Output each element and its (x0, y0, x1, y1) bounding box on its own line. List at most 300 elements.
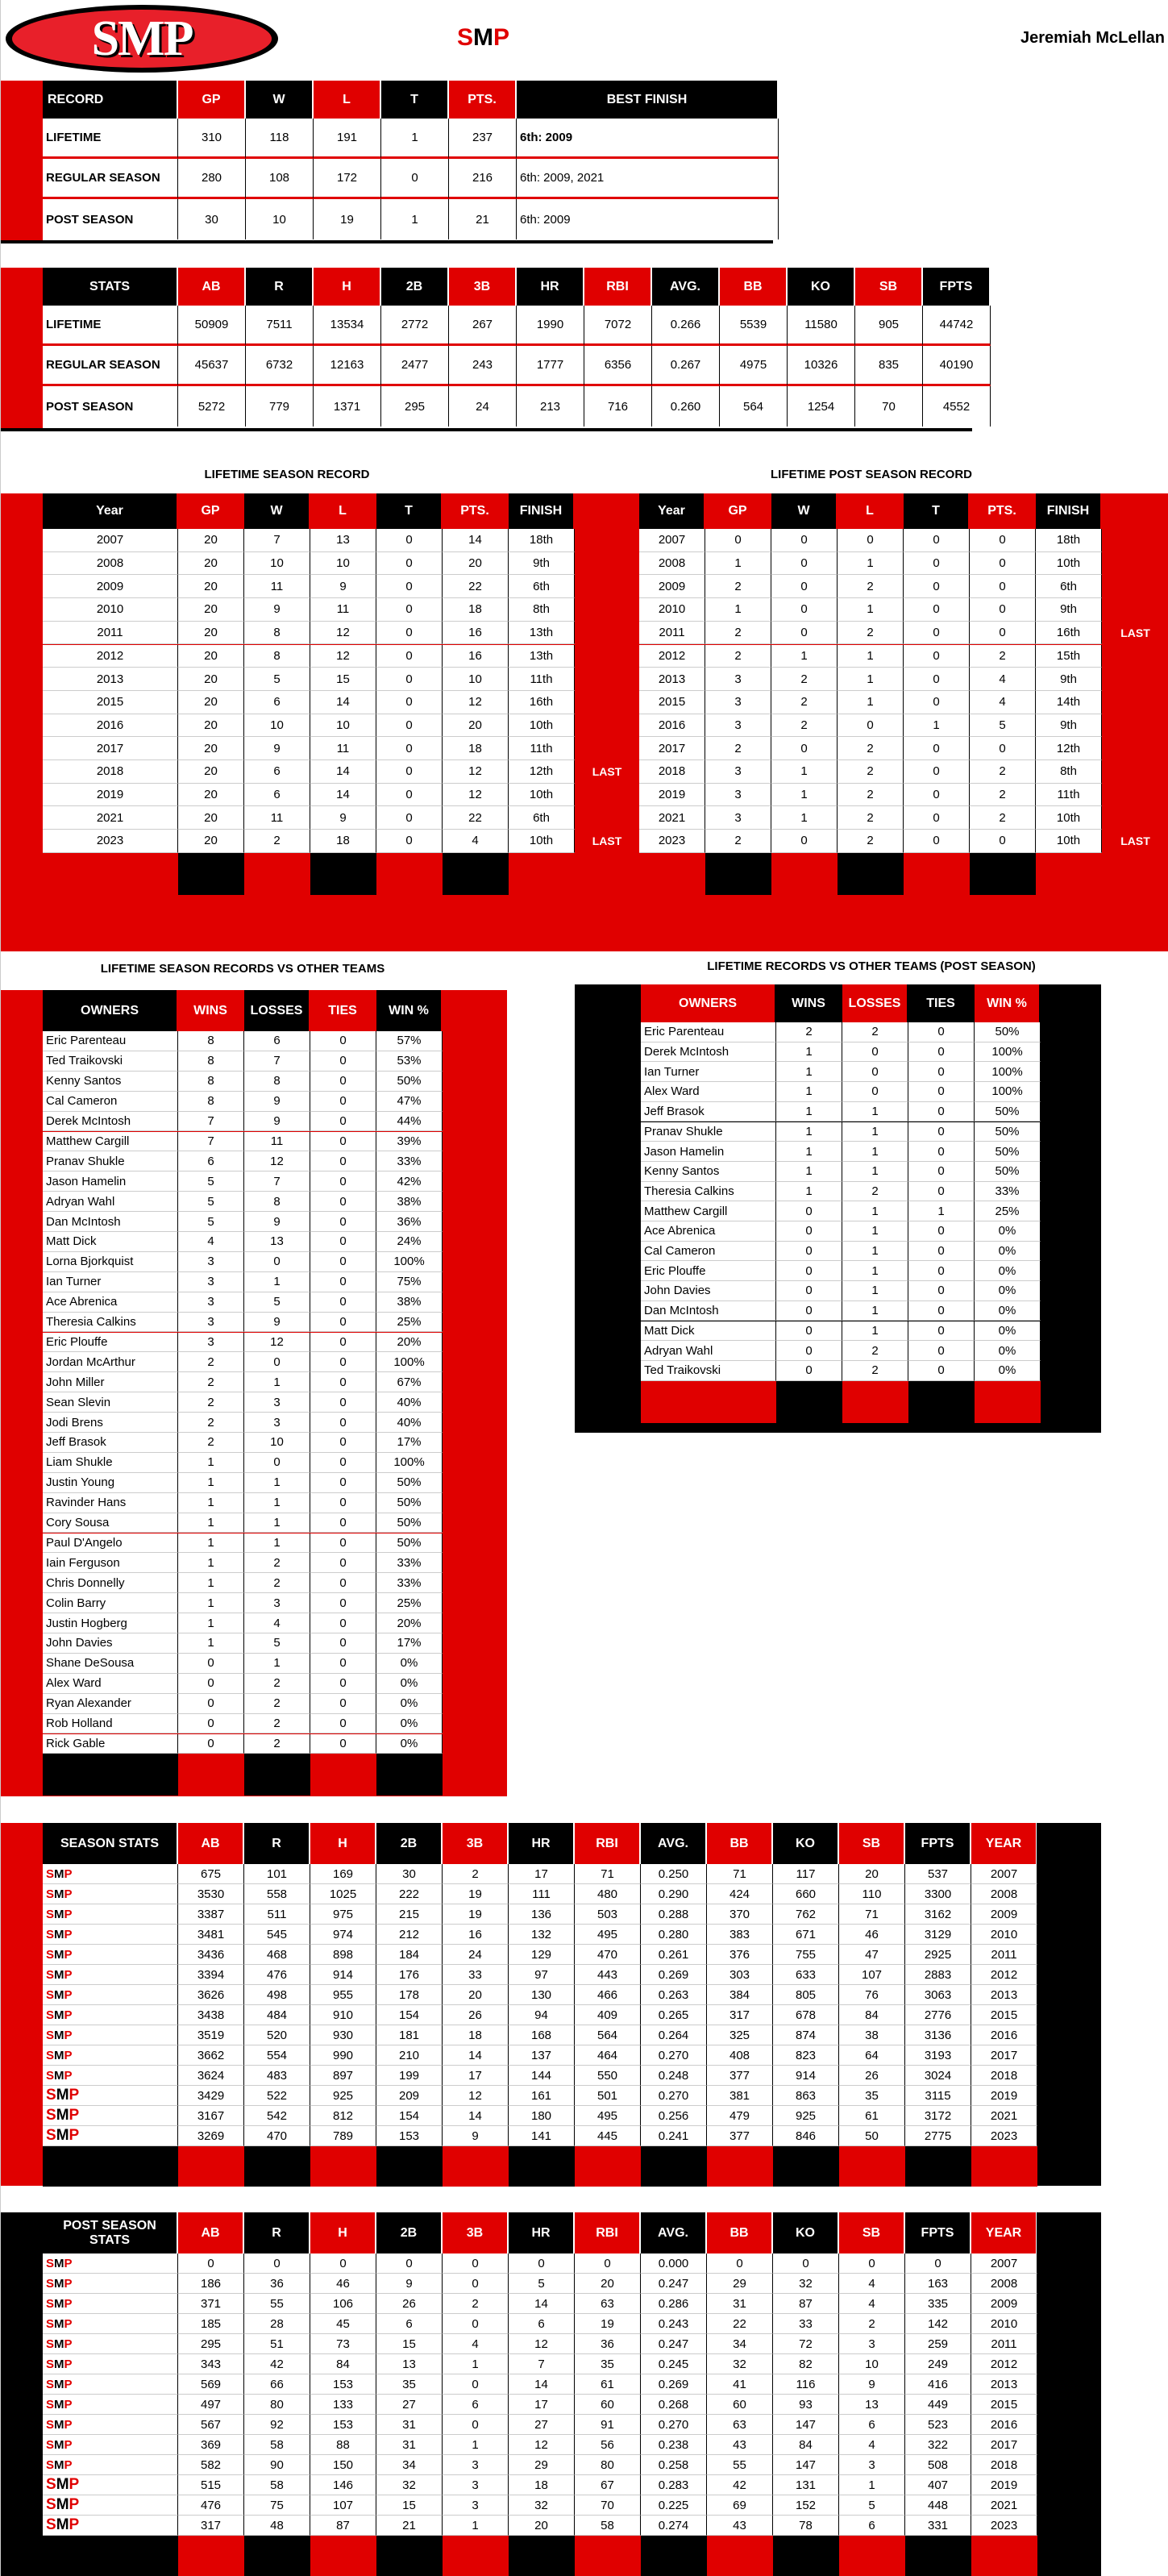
record-cell: 20 (178, 645, 244, 668)
record-value: 216 (449, 159, 517, 199)
column-header-t[interactable]: T (376, 493, 441, 529)
record-cell: 10th (1036, 552, 1102, 576)
column-header-rbi[interactable]: RBI (575, 2212, 639, 2253)
column-header-year[interactable]: YEAR (971, 2212, 1036, 2253)
stat-value: 50909 (178, 306, 246, 346)
vs-cell: 1 (842, 1142, 908, 1162)
column-header-fpts[interactable]: FPTS (905, 1823, 970, 1864)
year-cell: 2023 (639, 830, 705, 853)
record-cell: 0 (705, 529, 771, 552)
column-header-stats[interactable]: STATS (43, 268, 177, 306)
stat-cell: 259 (905, 2334, 971, 2354)
stat-cell: 6 (509, 2314, 575, 2334)
post-stats-side (1, 2212, 43, 2576)
column-header-t[interactable]: T (381, 81, 447, 119)
footer-band (707, 2536, 773, 2576)
vs-cell: 2 (244, 1714, 310, 1734)
stat-cell: 545 (244, 1925, 310, 1945)
owner-name: Jeff Brasok (641, 1102, 776, 1122)
column-header-owners[interactable]: OWNERS (641, 984, 775, 1022)
year-cell: 2012 (639, 645, 705, 668)
owner-name: Cal Cameron (43, 1092, 178, 1112)
column-header-ko[interactable]: KO (773, 2212, 838, 2253)
column-header-ab[interactable]: AB (178, 1823, 243, 1864)
vs-cell: 0 (310, 1534, 376, 1554)
stat-cell: 2775 (905, 2126, 971, 2146)
stat-value: 564 (720, 386, 788, 427)
owner-name: Justin Young (43, 1473, 178, 1493)
column-header-w[interactable]: W (771, 493, 836, 529)
year-cell: 2010 (639, 598, 705, 622)
stat-value: 0.266 (652, 306, 720, 346)
owner-name: Rob Holland (43, 1714, 178, 1734)
column-header-best-finish[interactable]: BEST FINISH (517, 81, 777, 119)
record-cell: 0 (771, 622, 838, 645)
record-cell: 11 (310, 737, 376, 760)
column-header-pts-[interactable]: PTS. (443, 493, 507, 529)
footer-band (639, 853, 705, 895)
stat-cell: 898 (310, 1945, 376, 1965)
column-header-season-stats[interactable]: SEASON STATS (43, 1823, 177, 1864)
vs-cell: 0 (310, 1171, 376, 1192)
column-header-3b[interactable]: 3B (443, 2212, 507, 2253)
vs-cell: 0% (975, 1242, 1041, 1262)
vs-cell: 42% (376, 1171, 443, 1192)
year-cell: 2017 (639, 737, 705, 760)
record-cell: 0 (970, 598, 1036, 622)
column-header-gp[interactable]: GP (705, 493, 770, 529)
column-header-ko[interactable]: KO (773, 1823, 838, 1864)
owner-name: Ted Traikovski (641, 1361, 776, 1381)
column-header-ties[interactable]: TIES (310, 990, 375, 1031)
column-header-w[interactable]: W (246, 81, 312, 119)
stat-cell: 0.241 (641, 2126, 707, 2146)
record-value: 10 (246, 199, 314, 239)
record-cell: 0 (771, 737, 838, 760)
column-header-t[interactable]: T (904, 493, 968, 529)
column-header-bb[interactable]: BB (720, 268, 786, 306)
stat-cell: 484 (244, 2005, 310, 2025)
stat-cell: 0 (244, 2253, 310, 2274)
record-cell: 0 (771, 598, 838, 622)
record-cell: 0 (376, 691, 443, 714)
column-header-post-season-stats[interactable]: POST SEASON STATS (43, 2212, 177, 2253)
record-cell: 1 (838, 598, 904, 622)
footer-band (244, 2536, 310, 2576)
stat-cell: 26 (376, 2294, 443, 2314)
stat-cell: 107 (839, 1965, 905, 1985)
stat-cell: 17 (443, 2066, 509, 2086)
footer-band (178, 1754, 244, 1796)
stat-cell: 823 (773, 2045, 839, 2066)
column-header-sb[interactable]: SB (839, 1823, 904, 1864)
team-logo-text: SMP (46, 2457, 73, 2472)
record-cell: 2 (970, 784, 1036, 807)
stat-value: 7511 (246, 306, 314, 346)
year-cell: 2019 (971, 2086, 1037, 2106)
stat-cell: 0.263 (641, 1985, 707, 2005)
column-header-gp[interactable]: GP (178, 493, 243, 529)
stat-cell: 476 (244, 1965, 310, 1985)
row-label: LIFETIME (43, 119, 178, 159)
column-header-l[interactable]: L (310, 493, 375, 529)
stat-cell: 497 (178, 2395, 244, 2415)
column-header-avg-[interactable]: AVG. (641, 2212, 705, 2253)
vs-cell: 0 (776, 1242, 842, 1262)
record-cell: 10th (1036, 806, 1102, 830)
vs-cell: 1 (178, 1513, 244, 1534)
owner-name: Matthew Cargill (641, 1201, 776, 1221)
vs-cell: 12 (244, 1333, 310, 1353)
stat-cell: 36 (575, 2334, 641, 2354)
year-cell: 2013 (971, 1985, 1037, 2005)
stat-cell: 0.247 (641, 2334, 707, 2354)
stat-cell: 56 (575, 2435, 641, 2455)
footer-band (244, 2146, 310, 2187)
stat-cell: 19 (443, 1904, 509, 1925)
column-header-year[interactable]: Year (639, 493, 704, 529)
stat-cell: 384 (707, 1985, 773, 2005)
team-logo-text: SMP (46, 2107, 80, 2124)
column-header-w[interactable]: W (244, 493, 309, 529)
column-header-finish[interactable]: FINISH (1036, 493, 1100, 529)
vs-cell: 0 (310, 1252, 376, 1272)
record-cell: 5 (244, 668, 310, 691)
column-header-h[interactable]: H (314, 268, 380, 306)
stat-cell: 2925 (905, 1945, 971, 1965)
column-header-bb[interactable]: BB (707, 2212, 771, 2253)
stat-cell: 3115 (905, 2086, 971, 2106)
vs-cell: 0 (310, 1192, 376, 1212)
column-header-ties[interactable]: TIES (908, 984, 973, 1022)
stat-cell: 448 (905, 2495, 971, 2516)
stat-value: 4975 (720, 346, 788, 386)
stat-cell: 185 (178, 2314, 244, 2334)
record-cell: 10 (244, 714, 310, 738)
owner-name: Kenny Santos (641, 1162, 776, 1182)
team-logo-text: SMP (46, 2087, 80, 2104)
owner-name: Cal Cameron (641, 1242, 776, 1262)
vs-cell: 1 (776, 1182, 842, 1202)
vs-cell: 0 (908, 1122, 975, 1142)
stat-cell: 34 (376, 2455, 443, 2475)
stat-cell: 71 (575, 1864, 641, 1884)
vs-cell: 0 (908, 1082, 975, 1102)
vs-cell: 0 (776, 1221, 842, 1242)
column-header-record[interactable]: RECORD (43, 81, 177, 119)
team-label (43, 1864, 178, 1884)
stat-cell: 97 (509, 1965, 575, 1985)
stat-cell: 20 (509, 2516, 575, 2536)
stat-cell: 91 (575, 2415, 641, 2435)
year-cell: 2011 (43, 622, 178, 645)
vs-cell: 100% (376, 1453, 443, 1473)
stat-cell: 146 (310, 2475, 376, 2495)
stat-cell: 408 (707, 2045, 773, 2066)
record-cell: 7 (244, 529, 310, 552)
record-cell: 4 (970, 668, 1036, 691)
column-header-fpts[interactable]: FPTS (923, 268, 989, 306)
column-header-l[interactable]: L (314, 81, 380, 119)
record-cell: 20 (178, 737, 244, 760)
season-stats-right (1037, 1823, 1101, 2186)
team-logo-text: SMP (46, 2048, 73, 2062)
year-cell: 2021 (43, 806, 178, 830)
owner-name: Derek McIntosh (43, 1112, 178, 1132)
stat-cell: 47 (839, 1945, 905, 1965)
record-cell: 11 (244, 575, 310, 598)
footer-band (43, 2536, 178, 2576)
stats-side-bar (1, 268, 43, 429)
column-header-avg-[interactable]: AVG. (641, 1823, 705, 1864)
stat-cell: 87 (310, 2516, 376, 2536)
stat-cell: 0.261 (641, 1945, 707, 1965)
owner-name: Iain Ferguson (43, 1553, 178, 1573)
record-cell: 20 (178, 598, 244, 622)
stat-cell: 66 (244, 2374, 310, 2395)
footer-band (43, 1754, 178, 1796)
team-logo-text: SMP (46, 2397, 73, 2412)
column-header-2b[interactable]: 2B (381, 268, 447, 306)
column-header-ab[interactable]: AB (178, 268, 244, 306)
column-header-gp[interactable]: GP (178, 81, 244, 119)
stat-cell: 755 (773, 1945, 839, 1965)
year-cell: 2017 (971, 2045, 1037, 2066)
stat-cell: 564 (575, 2025, 641, 2045)
stat-cell: 35 (839, 2086, 905, 2106)
column-header-year[interactable]: YEAR (971, 1823, 1036, 1864)
row-label: REGULAR SEASON (43, 159, 178, 199)
stat-cell: 5 (509, 2274, 575, 2294)
stat-cell: 1 (443, 2516, 509, 2536)
stat-cell: 94 (509, 2005, 575, 2025)
vs-cell: 0 (310, 1112, 376, 1132)
owner-name: Kenny Santos (43, 1072, 178, 1092)
footer-band (509, 2146, 575, 2187)
vs-cell: 0 (908, 1162, 975, 1182)
column-header-owners[interactable]: OWNERS (43, 990, 177, 1031)
column-header-sb[interactable]: SB (839, 2212, 904, 2253)
record-cell: 14 (310, 691, 376, 714)
team-label (43, 2066, 178, 2086)
stat-cell: 0 (443, 2253, 509, 2274)
vs-cell: 1 (842, 1102, 908, 1122)
stat-cell: 13 (839, 2395, 905, 2415)
record-cell: 4 (443, 830, 509, 853)
column-header-hr[interactable]: HR (509, 1823, 573, 1864)
stat-cell: 955 (310, 1985, 376, 2005)
column-header-hr[interactable]: HR (517, 268, 583, 306)
vs-cell: 2 (178, 1372, 244, 1392)
stat-cell: 249 (905, 2354, 971, 2374)
vs-cell: 0 (776, 1321, 842, 1342)
stat-cell: 0.270 (641, 2045, 707, 2066)
stat-cell: 2776 (905, 2005, 971, 2025)
owner-name: Alex Ward (641, 1082, 776, 1102)
column-header-ko[interactable]: KO (788, 268, 854, 306)
vs-cell: 25% (376, 1313, 443, 1333)
owner-name: John Davies (43, 1633, 178, 1654)
vs-cell: 0 (310, 1593, 376, 1613)
stat-cell: 0 (443, 2415, 509, 2435)
column-header-h[interactable]: H (310, 2212, 375, 2253)
record-cell: 8 (244, 622, 310, 645)
record-cell: 3 (705, 691, 771, 714)
stat-cell: 0.243 (641, 2314, 707, 2334)
stat-cell: 31 (707, 2294, 773, 2314)
stat-cell: 0.000 (641, 2253, 707, 2274)
column-header-win-[interactable]: WIN % (376, 990, 441, 1031)
stat-cell: 209 (376, 2086, 443, 2106)
vs-cell: 1 (908, 1201, 975, 1221)
column-header-avg-[interactable]: AVG. (652, 268, 718, 306)
stat-value: 1371 (314, 386, 381, 427)
stat-cell: 153 (310, 2374, 376, 2395)
vs-cell: 0 (908, 1182, 975, 1202)
owner-name: Theresia Calkins (43, 1313, 178, 1333)
stat-cell: 0.258 (641, 2455, 707, 2475)
column-header-rbi[interactable]: RBI (575, 1823, 639, 1864)
record-cell: 22 (443, 575, 509, 598)
stat-cell: 84 (839, 2005, 905, 2025)
column-header-rbi[interactable]: RBI (584, 268, 651, 306)
vs-cell: 6 (244, 1031, 310, 1051)
stat-cell: 975 (310, 1904, 376, 1925)
team-logo-text: SMP (46, 2437, 73, 2452)
record-cell: 13 (310, 529, 376, 552)
column-header-losses[interactable]: LOSSES (842, 984, 907, 1022)
stat-cell: 55 (707, 2455, 773, 2475)
stat-cell: 503 (575, 1904, 641, 1925)
stat-cell: 110 (839, 1884, 905, 1904)
stat-cell: 376 (707, 1945, 773, 1965)
column-header-pts-[interactable]: PTS. (970, 493, 1034, 529)
vs-cell: 0 (310, 1714, 376, 1734)
record-cell: 20 (178, 784, 244, 807)
owner-name: Eric Parenteau (43, 1031, 178, 1051)
vs-cell: 50% (376, 1513, 443, 1534)
stat-cell: 0.274 (641, 2516, 707, 2536)
stat-cell: 335 (905, 2294, 971, 2314)
vs-cell: 0% (376, 1734, 443, 1754)
column-header-finish[interactable]: FINISH (509, 493, 573, 529)
stat-cell: 6 (376, 2314, 443, 2334)
vs-cell: 10 (244, 1433, 310, 1453)
record-cell: 0 (904, 622, 970, 645)
stat-value: 779 (246, 386, 314, 427)
vs-cell: 9 (244, 1112, 310, 1132)
row-label: REGULAR SEASON (43, 346, 178, 386)
year-cell: 2012 (971, 1965, 1037, 1985)
stat-cell: 0.245 (641, 2354, 707, 2374)
column-header-losses[interactable]: LOSSES (244, 990, 309, 1031)
column-header-r[interactable]: R (246, 268, 312, 306)
year-cell: 2023 (971, 2126, 1037, 2146)
team-label (43, 2334, 178, 2354)
footer-band (310, 853, 376, 895)
vs-cell: 0% (975, 1321, 1041, 1342)
record-cell: 9 (244, 737, 310, 760)
vs-cell: 1 (178, 1553, 244, 1573)
column-header-bb[interactable]: BB (707, 1823, 771, 1864)
vs-cell: 0% (376, 1674, 443, 1694)
column-header-sb[interactable]: SB (855, 268, 921, 306)
vs-cell: 67% (376, 1372, 443, 1392)
footer-band (904, 853, 970, 895)
stat-cell: 3530 (178, 1884, 244, 1904)
stat-cell: 3 (443, 2495, 509, 2516)
vs-cell: 1 (244, 1372, 310, 1392)
record-cell: 0 (904, 668, 970, 691)
vs-cell: 0 (776, 1301, 842, 1321)
stat-cell: 67 (575, 2475, 641, 2495)
column-header-ab[interactable]: AB (178, 2212, 243, 2253)
stat-cell: 212 (376, 1925, 443, 1945)
footer-band (908, 1381, 975, 1423)
stat-cell: 3 (443, 2455, 509, 2475)
team-label (43, 1945, 178, 1965)
column-header-3b[interactable]: 3B (449, 268, 515, 306)
stat-cell: 147 (773, 2415, 839, 2435)
footer-band (575, 2146, 641, 2187)
column-header-r[interactable]: R (244, 1823, 309, 1864)
year-cell: 2023 (43, 830, 178, 853)
stat-cell: 116 (773, 2374, 839, 2395)
vs-cell: 0 (310, 1392, 376, 1413)
owner-name: Chris Donnelly (43, 1573, 178, 1593)
vs-cell: 33% (376, 1151, 443, 1171)
team-label (43, 2274, 178, 2294)
stat-cell: 30 (376, 1864, 443, 1884)
column-header-fpts[interactable]: FPTS (905, 2212, 970, 2253)
record-value: 1 (381, 119, 449, 159)
column-header-l[interactable]: L (838, 493, 902, 529)
column-header-wins[interactable]: WINS (178, 990, 243, 1031)
vs-cell: 0% (975, 1301, 1041, 1321)
stat-cell: 12 (443, 2086, 509, 2106)
column-header-pts-[interactable]: PTS. (449, 81, 515, 119)
footer-band (1036, 853, 1102, 895)
column-header-h[interactable]: H (310, 1823, 375, 1864)
vs-cell: 1 (776, 1102, 842, 1122)
stat-cell: 466 (575, 1985, 641, 2005)
record-cell: 18th (1036, 529, 1102, 552)
stat-cell: 483 (244, 2066, 310, 2086)
stat-value: 295 (381, 386, 449, 427)
stat-cell: 325 (707, 2025, 773, 2045)
column-header-r[interactable]: R (244, 2212, 309, 2253)
vs-cell: 5 (178, 1171, 244, 1192)
vs-cell: 9 (244, 1313, 310, 1333)
stat-cell: 2883 (905, 1965, 971, 1985)
team-label (43, 2106, 178, 2126)
column-header-2b[interactable]: 2B (376, 2212, 441, 2253)
stat-cell: 3 (839, 2455, 905, 2475)
column-header-3b[interactable]: 3B (443, 1823, 507, 1864)
column-header-wins[interactable]: WINS (776, 984, 841, 1022)
vs-cell: 0% (975, 1261, 1041, 1281)
column-header-win-[interactable]: WIN % (975, 984, 1039, 1022)
stat-cell: 45 (310, 2314, 376, 2334)
stat-cell: 1025 (310, 1884, 376, 1904)
vs-cell: 8 (244, 1192, 310, 1212)
column-header-year[interactable]: Year (43, 493, 177, 529)
record-cell: 22 (443, 806, 509, 830)
column-header-2b[interactable]: 2B (376, 1823, 441, 1864)
year-cell: 2021 (639, 806, 705, 830)
column-header-hr[interactable]: HR (509, 2212, 573, 2253)
vs-cell: 0 (310, 1674, 376, 1694)
